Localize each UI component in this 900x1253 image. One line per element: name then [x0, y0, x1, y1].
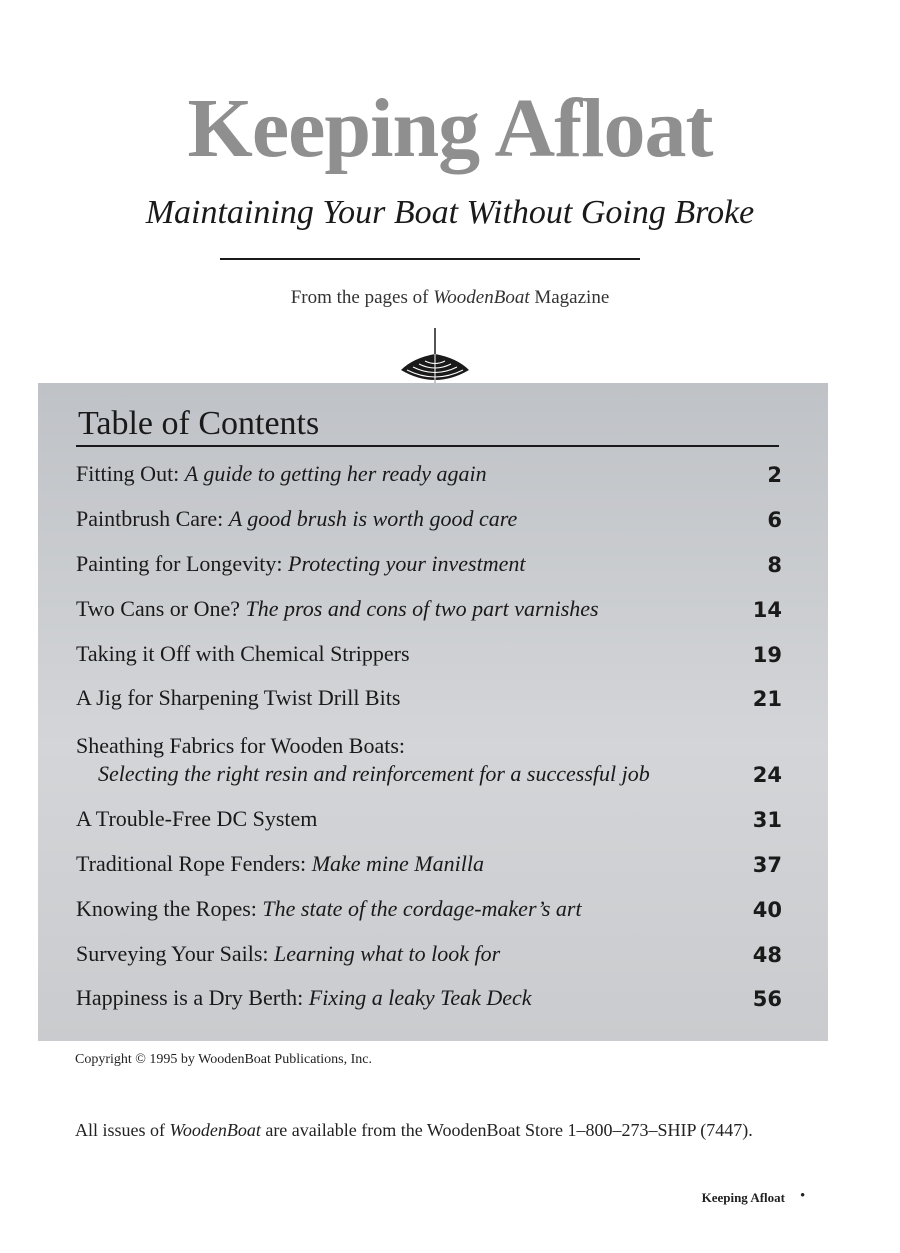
toc-entry-line	[76, 461, 782, 487]
toc-entry-title: Paintbrush Care:	[76, 506, 224, 531]
toc-entry-line	[76, 551, 782, 577]
toc-entry-page: 56	[752, 987, 782, 1011]
toc-entry	[76, 896, 782, 922]
toc-entry-title: Taking it Off with Chemical Strippers	[76, 641, 410, 666]
title-divider	[220, 258, 640, 260]
toc-entry-line	[76, 851, 782, 877]
toc-entry-page: 37	[752, 853, 782, 877]
toc-entry-page: 24	[752, 763, 782, 787]
toc-entry	[76, 733, 782, 787]
toc-entry-title: Happiness is a Dry Berth:	[76, 985, 304, 1010]
toc-entry-title: Fitting Out:	[76, 461, 180, 486]
toc-entry	[76, 806, 782, 832]
toc-entry-line	[76, 506, 782, 532]
toc-entry-line	[76, 685, 782, 711]
toc-entry-subtitle: Selecting the right resin and reinforcement for a successful job	[98, 761, 650, 786]
footer-bullet: •	[800, 1188, 806, 1204]
toc-entry-line	[76, 941, 782, 967]
toc-entry-line	[76, 596, 782, 622]
source-suffix: Magazine	[529, 287, 610, 308]
toc-entry	[76, 851, 782, 877]
table-of-contents	[38, 383, 828, 1041]
availability-note	[75, 1120, 753, 1141]
toc-divider	[76, 445, 779, 447]
toc-entry-page: 6	[767, 508, 782, 532]
toc-entry	[76, 506, 782, 532]
toc-entry-title: Knowing the Ropes:	[76, 896, 257, 921]
subtitle: Maintaining Your Boat Without Going Broke	[145, 194, 755, 231]
toc-entry-subtitle: Fixing a leaky Teak Deck	[308, 985, 532, 1010]
toc-entry-line	[76, 733, 782, 759]
toc-entry-subtitle: Make mine Manilla	[311, 851, 484, 876]
availability-suffix: are available from the WoodenBoat Store 1–800–273–SHIP (7447).	[260, 1120, 753, 1140]
toc-entry	[76, 596, 782, 622]
source-prefix: From the pages of	[290, 287, 434, 308]
toc-entry-line	[76, 641, 782, 667]
copyright-notice: Copyright © 1995 by WoodenBoat Publications, Inc.	[75, 1052, 373, 1067]
toc-entry-page: 31	[752, 808, 782, 832]
toc-entry-title: Two Cans or One?	[76, 596, 241, 621]
toc-entry-page: 21	[752, 687, 782, 711]
toc-heading: Table of Contents	[78, 405, 320, 442]
toc-entry-title: Painting for Longevity:	[76, 551, 283, 576]
toc-entry-title: Surveying Your Sails:	[76, 941, 269, 966]
toc-entry-subtitle: A good brush is worth good care	[228, 506, 518, 531]
main-title: Keeping Afloat	[187, 82, 713, 175]
toc-entry-page: 14	[752, 598, 782, 622]
toc-entry-title: Sheathing Fabrics for Wooden Boats:	[76, 733, 406, 758]
toc-entry-line	[76, 806, 782, 832]
availability-prefix: All issues of	[75, 1120, 170, 1140]
source-magazine: WoodenBoat	[433, 287, 530, 308]
toc-entry-subtitle: Protecting your investment	[288, 551, 526, 576]
toc-entry-page: 8	[767, 553, 782, 577]
toc-entry-page: 40	[752, 898, 782, 922]
footer-label: Keeping Afloat	[701, 1190, 785, 1205]
toc-entry-subtitle: Learning what to look for	[274, 941, 501, 966]
toc-entry-subtitle: A guide to getting her ready again	[184, 461, 487, 486]
source-line	[0, 287, 900, 309]
toc-entry-subtitle: The pros and cons of two part varnishes	[245, 596, 599, 621]
toc-entry	[76, 685, 782, 711]
toc-entry	[76, 641, 782, 667]
toc-entry-title: A Trouble-Free DC System	[76, 806, 318, 831]
toc-entry	[76, 985, 782, 1011]
toc-entry	[76, 941, 782, 967]
toc-entry-page: 48	[752, 943, 782, 967]
toc-entry	[76, 461, 782, 487]
toc-entry-line	[76, 896, 782, 922]
availability-magazine: WoodenBoat	[169, 1120, 261, 1140]
toc-entry-title: Traditional Rope Fenders:	[76, 851, 307, 876]
toc-entry-title: A Jig for Sharpening Twist Drill Bits	[76, 685, 401, 710]
toc-entry-page: 19	[752, 643, 782, 667]
toc-entry-subtitle: The state of the cordage-maker’s art	[262, 896, 582, 921]
toc-entry-page: 2	[767, 463, 782, 487]
toc-entry-line	[76, 985, 782, 1011]
toc-entry	[76, 551, 782, 577]
